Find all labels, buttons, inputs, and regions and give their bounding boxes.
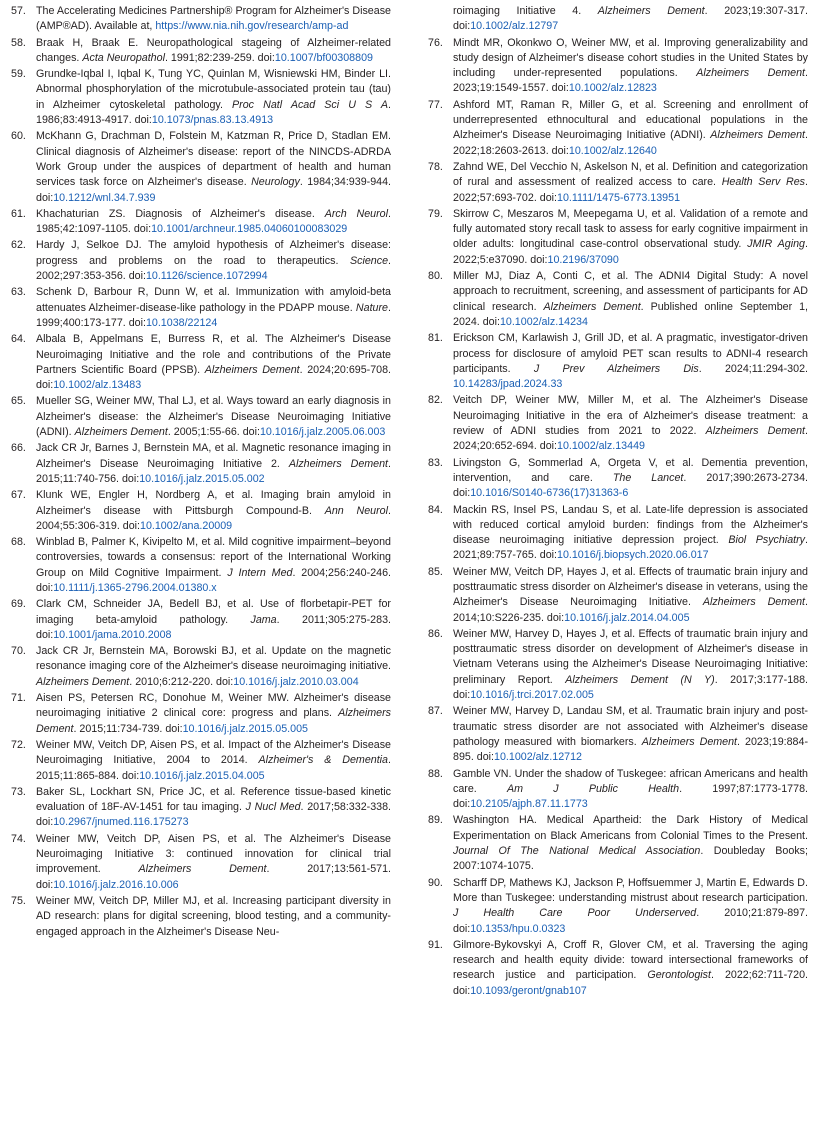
doi-link[interactable]: 10.14283/jpad.2024.33 [453,378,563,391]
citation-text: . 2011;305:275-283. doi: [36,613,391,641]
reference-text [36,68,391,126]
reference-text [453,705,808,763]
citation-text: Weiner MW, Harvey D, Hayes J, et al. Effects of traumatic brain injury and posttraumatic stress disorder on development of Alzheimer's disease in Vietnam Veterans using the Alzheimer's Disease Neuroimaging Initiative: preliminary Report. [453,627,808,686]
doi-link[interactable]: 10.1002/alz.12640 [568,144,657,157]
journal-title: Science [349,254,389,267]
reference-number: 81. [428,332,443,345]
citation-text: Braak H, Braak E. Neuropathological stageing of Alzheimer-related changes. [36,36,391,64]
citation-text: . 2002;297:353-356. doi: [36,254,391,283]
reference-number: 82. [428,394,443,407]
reference-text [36,442,391,485]
reference-number: 80. [428,270,443,283]
citation-text: . 2015;11:865-884. doi: [36,754,391,782]
reference-item [11,644,391,690]
citation-text: Weiner MW, Veitch DP, Miller MJ, et al. Increasing participant diversity in AD research: plans for digital screening, blood testing, and a community-engaged approach in the Alzheimer's Disease Neu- [36,894,391,938]
reference-text [36,239,391,282]
reference-text [453,566,808,624]
journal-title: Alzheimers Dement [702,596,806,609]
reference-item [11,832,391,893]
reference-number: 61. [11,207,26,220]
citation-text: . 2024;20:652-694. doi: [453,425,809,453]
reference-item [11,488,391,534]
citation-text: Miller MJ, Diaz A, Conti C, et al. The ADNI4 Digital Study: A novel approach to recruitment, screening, and assessment of participants for AD clinical research. [453,270,808,313]
citation-text: . 2022;57:693-702. doi: [453,176,808,204]
citation-text: . 2014;10:S226-235. doi: [453,596,808,624]
citation-text: . 2024;11:294-302. [698,362,808,375]
reference-number: 68. [11,536,26,549]
reference-item [428,36,808,97]
reference-text [453,877,808,935]
citation-text: Washington HA. Medical Apartheid: the Dark History of Medical Experimentation on Black Americans from Colonial Times to the Present. [453,814,808,842]
doi-link[interactable]: 10.1002/alz.13483 [53,379,142,392]
reference-item [428,269,808,330]
reference-number: 58. [11,36,26,49]
reference-text [453,394,808,452]
doi-link[interactable]: 10.1093/geront/gnab107 [470,984,587,997]
citation-text: Jack CR Jr, Bernstein MA, Borowski BJ, et al. Update on the magnetic resonance imaging core of the Alzheimer's disease neuroimaging initiative. [36,645,391,673]
reference-number: 74. [11,832,26,845]
citation-text: . 2022;5:e37090. doi: [453,238,808,266]
doi-link[interactable]: 10.1016/j.jalz.2015.05.002 [139,472,265,485]
journal-title: J Prev Alzheimers Dis [533,362,699,375]
journal-title: Alzheimer's & Dementia [258,754,389,767]
doi-link[interactable]: 10.1002/alz.12797 [470,20,559,33]
journal-title: Ann Neurol [324,504,389,517]
doi-link[interactable]: 10.1016/j.jalz.2015.05.005 [182,722,308,735]
journal-title: Alzheimers Dement [696,67,806,80]
journal-title: J Nucl Med [245,801,301,814]
reference-item [428,393,808,454]
reference-text [453,208,808,266]
journal-title: Nature [355,301,389,314]
citation-text: . 2023;19:884-895. doi: [453,735,808,764]
citation-text: Jack CR Jr, Barnes J, Bernstein MA, et al. Magnetic resonance imaging in Alzheimer's Disease Neuroimaging Initiative 2. [36,442,391,470]
reference-item [428,876,808,937]
citation-text: Winblad B, Palmer K, Kivipelto M, et al. Mild cognitive impairment–beyond controversies, towards a consensus: report of the International Working Group on Mild Cognitive Impairment. [36,536,391,579]
reference-column-left [11,4,391,941]
citation-text: Albala B, Appelmans E, Burress R, et al. The Alzheimer's Disease Neuroimaging Initiative and the role and contributions of the Private Partners Scientific Board (PPSB). [36,333,391,376]
reference-item [428,4,808,35]
doi-link[interactable]: https://www.nia.nih.gov/research/amp-ad [155,20,349,33]
citation-text: Mindt MR, Okonkwo O, Weiner MW, et al. Improving generalizability and study design of Alzheimer's disease cohort studies in the United States by including under-represented populations. [453,36,808,80]
reference-number: 85. [428,565,443,578]
journal-title: Alzheimers Dement [36,675,130,688]
reference-text [36,786,391,829]
doi-link[interactable]: 10.1016/j.jalz.2014.04.005 [564,611,690,624]
reference-number: 57. [11,5,26,17]
reference-text [36,489,391,532]
reference-item [428,704,808,765]
citation-text: Klunk WE, Engler H, Nordberg A, et al. Imaging brain amyloid in Alzheimer's disease with Pittsburgh Compound-B. [36,489,391,517]
citation-text: . 1999;400:173-177. doi: [36,301,391,329]
reference-item [428,565,808,626]
reference-item [428,938,808,999]
journal-title: J Intern Med [227,566,293,579]
citation-text: Weiner MW, Veitch DP, Hayes J, et al. Effects of traumatic brain injury and posttraumatic stress disorder on Alzheimer's disease in veterans, using the Alzheimer's Disease Neuroimaging Initiative. [453,565,808,609]
reference-number: 76. [428,36,443,49]
citation-text: . 1986;83:4913-4917. doi: [36,98,392,127]
citation-text: Mackin RS, Insel PS, Landau S, et al. Late-life depression is associated with reduced cortical amyloid burden: findings from the Alzheimer's disease neuroimaging initiative depression project. [453,503,808,547]
reference-number: 88. [428,767,443,780]
citation-text: . 1984;34:939-944. doi: [36,176,391,204]
reference-item [11,332,391,393]
reference-number: 62. [11,239,26,252]
journal-title: Neurology [251,176,300,189]
doi-link[interactable]: 10.1001/archneur.1985.04060100083029 [151,223,348,236]
reference-text [36,598,391,641]
reference-number: 72. [11,738,26,751]
reference-text [36,895,391,938]
reference-text [453,768,808,811]
reference-item [11,738,391,784]
reference-text [453,99,808,157]
citation-text: Aisen PS, Petersen RC, Donohue M, Weiner MW. Alzheimer's disease neuroimaging initiative 2 clinical core: progress and plans. [36,692,391,720]
journal-title: The Lancet [612,471,684,484]
reference-item [11,535,391,596]
doi-link[interactable]: 10.1002/ana.20009 [140,519,233,532]
reference-number: 84. [428,503,443,516]
doi-link[interactable]: 10.1126/science.1072994 [145,270,268,283]
reference-item [11,785,391,831]
citation-text: Erickson CM, Karlawish J, Grill JD, et al. A pragmatic, investigator-driven process for disclosure of amyloid PET scan results to ADNI-4 research participants. [453,332,808,375]
reference-text [36,5,391,32]
reference-item [11,36,391,67]
doi-link[interactable]: 10.2105/ajph.87.11.1773 [470,798,588,811]
journal-title: Health Serv Res [721,176,805,189]
reference-item [11,597,391,643]
citation-text: . 2023;19:307-317. doi: [453,5,808,33]
reference-text [36,739,391,782]
doi-link[interactable]: 10.1002/alz.14234 [499,315,588,328]
citation-text: Weiner MW, Veitch DP, Aisen PS, et al. Impact of the Alzheimer's Disease Neuroimaging Initiative, 2004 to 2014. [36,738,391,767]
citation-text: . 2015;11:740-756. doi: [36,457,392,485]
reference-item [11,691,391,737]
reference-number: 86. [428,627,443,640]
citation-text: Schenk D, Barbour R, Dunn W, et al. Immunization with amyloid-beta attenuates Alzheimer-disease-like pathology in the PDAPP mouse. [36,286,391,314]
reference-text [36,333,391,391]
citation-text: . 2021;89:757-765. doi: [453,534,809,562]
journal-title: Alzheimers Dement [597,5,705,17]
citation-text: . 1997;87:1773-1778. doi: [453,782,808,811]
reference-text [453,457,808,500]
journal-title: J Health Care Poor Underserved [453,907,697,920]
reference-item [428,207,808,268]
reference-text [453,939,808,997]
reference-item [428,813,808,874]
reference-text [453,270,808,328]
reference-text [36,536,391,594]
citation-text: Gilmore-Bykovskyi A, Croff R, Glover CM, et al. Traversing the aging research and health equity divide: toward intersectional frameworks of research justice and participation. [453,938,808,982]
doi-link[interactable]: 10.1016/j.jalz.2016.10.006 [53,878,179,891]
citation-text: . Published online September 1, 2024. doi: [453,300,808,328]
citation-text: Ashford MT, Raman R, Miller G, et al. Screening and enrollment of underrepresented ethnocultural and educational populations in the Alzheimer's Disease Neuroimaging Initiative (ADNI). [453,98,808,142]
reference-text [36,833,391,891]
doi-link[interactable]: 10.1016/j.jalz.2010.03.004 [233,675,359,688]
journal-title: Alzheimers Dement (N Y) [565,673,715,686]
reference-text [36,208,391,235]
citation-text: Veitch DP, Weiner MW, Miller M, et al. The Alzheimer's Disease Neuroimaging Initiative in the era of Alzheimer's disease treatment: a review of ADNI studies from 2021 to 2022. [453,394,808,438]
journal-title: Alzheimers Dement [36,707,391,735]
doi-link[interactable]: 10.1111/1475-6773.13951 [557,191,681,204]
reference-text [453,5,808,32]
reference-text [36,37,391,64]
journal-title: Alzheimers Dement [74,426,168,439]
citation-text: . 2017;3:177-188. doi: [453,673,808,702]
reference-item [428,503,808,564]
reference-item [428,767,808,813]
reference-number: 59. [11,68,26,81]
journal-title: Biol Psychiatry [728,534,806,547]
reference-number: 64. [11,333,26,346]
citation-text: Baker SL, Lockhart SN, Price JC, et al. Reference tissue-based kinetic evaluation of 18F-AV-1451 for tau imaging. [36,785,391,814]
journal-title: Proc Natl Acad Sci U S A [232,98,389,111]
citation-text: Khachaturian ZS. Diagnosis of Alzheimer's disease. [36,207,325,220]
reference-text [36,645,391,688]
reference-column-right [428,4,808,1000]
journal-title: Gerontologist [647,969,711,982]
doi-link[interactable]: 10.1001/jama.2010.2008 [53,628,172,641]
reference-item [428,627,808,703]
citation-text: Mueller SG, Weiner MW, Thal LJ, et al. Ways toward an early diagnosis in Alzheimer's disease: the Alzheimer's Disease Neuroimaging Initiative (ADNI). [36,395,391,439]
reference-item [428,98,808,159]
citation-text: roimaging Initiative 4. [453,5,598,17]
reference-item [11,285,391,331]
citation-text: . Doubleday Books; 2007:1074-1075. [453,845,808,873]
doi-link[interactable]: 10.1073/pnas.83.13.4913 [151,114,274,127]
reference-text [453,332,808,390]
reference-item [11,67,391,128]
journal-title: Alzheimers Dement [543,300,641,313]
citation-text: . 2023;19:1549-1557. doi: [453,67,809,95]
reference-text [36,692,391,735]
journal-title: Am J Public Health [507,782,680,795]
reference-number: 63. [11,286,26,299]
reference-number: 90. [428,876,443,889]
reference-item [11,238,391,284]
reference-number: 60. [11,130,26,143]
reference-item [428,456,808,502]
doi-link[interactable]: 10.1353/hpu.0.0323 [470,922,566,935]
reference-number: 79. [428,207,443,220]
citation-text: . 2024;20:695-708. doi: [36,363,392,392]
doi-link[interactable]: 10.1007/bf00308809 [274,51,373,64]
reference-number: 66. [11,442,26,455]
citation-text: Weiner MW, Veitch DP, Aisen PS, et al. The Alzheimer's Disease Neuroimaging Initiative 3: continued innovation for clinical trial improvement. [36,832,391,876]
reference-number: 75. [11,894,26,907]
citation-text: The Accelerating Medicines Partnership® Program for Alzheimer's Disease (AMP®AD). Available at, [36,5,391,33]
citation-text: Scharff DP, Mathews KJ, Jackson P, Hoffsuemmer J, Martin E, Edwards D. More than Tuskegee: understanding mistrust about research participation. [453,876,808,904]
citation-text: Weiner MW, Harvey D, Landau SM, et al. Traumatic brain injury and post-traumatic stress disorder are not associated with Alzheimer's disease pathology measured with biomarkers. [453,705,808,748]
reference-number: 67. [11,489,26,502]
citation-text: . 1985;42:1097-1105. doi: [36,207,391,236]
journal-title: Alzheimers Dement [705,425,806,438]
citation-text: . 2022;18:2603-2613. doi: [453,129,808,157]
reference-number: 78. [428,160,443,173]
reference-number: 73. [11,785,26,798]
reference-number: 65. [11,395,26,408]
citation-text: Grundke-Iqbal I, Iqbal K, Tung YC, Quinlan M, Wisniewski HM, Binder LI. Abnormal phosphorylation of the microtubule-associated protein tau (tau) in Alzheimer cytoskeletal pathology. [36,68,391,111]
doi-link[interactable]: 10.1016/j.trci.2017.02.005 [470,689,594,702]
reference-number: 69. [11,598,26,611]
reference-number: 91. [428,938,443,951]
citation-text: McKhann G, Drachman D, Folstein M, Katzman R, Price D, Stadlan EM. Clinical diagnosis of Alzheimer's disease: report of the NINCDS-ADRDA Work Group under the auspices of department of health and human services task force on Alzheimer's disease. [36,130,391,189]
reference-number: 70. [11,645,26,658]
doi-link[interactable]: 10.2967/jnumed.116.175273 [53,816,189,829]
reference-number: 87. [428,705,443,718]
reference-item [11,129,391,205]
reference-number: 83. [428,456,443,469]
doi-link[interactable]: 10.1016/j.biopsych.2020.06.017 [557,549,709,562]
reference-number: 89. [428,814,443,827]
reference-item [11,441,391,487]
journal-title: Acta Neuropathol [82,51,165,64]
doi-link[interactable]: 10.1016/S0140-6736(17)31363-6 [470,487,629,500]
citation-text: Hardy J, Selkoe DJ. The amyloid hypothesis of Alzheimer's disease: progress and problems on the road to therapeutics. [36,239,391,267]
reference-item [11,4,391,35]
reference-text [453,814,808,872]
reference-item [11,894,391,940]
journal-title: Alzheimers Dement [288,457,389,470]
reference-text [453,37,808,95]
citation-text: . 2004;256:240-246. doi: [36,566,391,594]
journal-title: Alzheimers Dement [204,363,300,376]
journal-title: Jama [250,613,277,626]
reference-text [453,504,808,562]
reference-item [428,160,808,206]
doi-link[interactable]: 10.1002/alz.12823 [568,82,657,95]
citation-text: . 2005;1:55-66. doi: [167,426,260,439]
journal-title: Alzheimers Dement [138,863,267,876]
reference-item [11,394,391,440]
reference-text [36,395,391,438]
doi-link[interactable]: 10.1111/j.1365-2796.2004.01380.x [53,581,217,594]
doi-link[interactable]: 10.1038/22124 [145,316,218,329]
citation-text: Livingston G, Sommerlad A, Orgeta V, et al. Dementia prevention, intervention, and care. [453,456,808,484]
citation-text: Zahnd WE, Del Vecchio N, Askelson N, et al. Definition and categorization of rural and assessment of realized access to care. [453,160,808,189]
citation-text: . 2017;13:561-571. doi: [36,863,391,891]
citation-text: Clark CM, Schneider JA, Bedell BJ, et al. Use of florbetapir-PET for imaging beta-amyloid pathology. [36,598,391,626]
reference-text [36,286,391,329]
citation-text: . 2004;55:306-319. doi: [36,504,391,532]
reference-item [11,207,391,238]
citation-text: . 2017;58:332-338. doi: [36,801,391,829]
doi-link[interactable]: 10.1016/j.jalz.2005.06.003 [259,426,386,439]
doi-link[interactable]: 10.1212/wnl.34.7.939 [53,191,156,204]
journal-title: Alzheimers Dement [641,735,738,748]
citation-text: . 1991;82:239-259. doi: [164,51,275,64]
reference-number: 71. [11,692,26,705]
reference-text [36,130,391,203]
citation-text: . 2015;11:734-739. doi: [73,722,183,735]
doi-link[interactable]: 10.1002/alz.13449 [557,440,645,453]
citation-text: Gamble VN. Under the shadow of Tuskegee: african Americans and health care. [453,767,808,795]
citation-text: . 2022;62:711-720. doi: [453,969,808,997]
doi-link[interactable]: 10.2196/37090 [547,253,619,266]
journal-title: Alzheimers Dement [710,129,806,142]
journal-title: Arch Neurol [324,207,388,220]
doi-link[interactable]: 10.1002/alz.12712 [494,751,582,764]
citation-text: Skirrow C, Meszaros M, Meepegama U, et al. Validation of a remote and fully automated story recall task to assess for early cognitive impairment in older adults: longitudinal case-control observational study. [453,207,808,251]
citation-text: . 2017;390:2673-2734. doi: [453,471,808,500]
reference-text [453,628,808,701]
citation-text: . 2010;21:879-897. doi: [453,907,808,935]
reference-text [453,161,808,204]
reference-item [428,331,808,392]
reference-number: 77. [428,98,443,111]
journal-title: JMIR Aging [747,238,806,251]
citation-text: . 2010;6:212-220. doi: [129,675,234,688]
journal-title: Journal Of The National Medical Association [453,845,701,858]
doi-link[interactable]: 10.1016/j.jalz.2015.04.005 [139,769,265,782]
